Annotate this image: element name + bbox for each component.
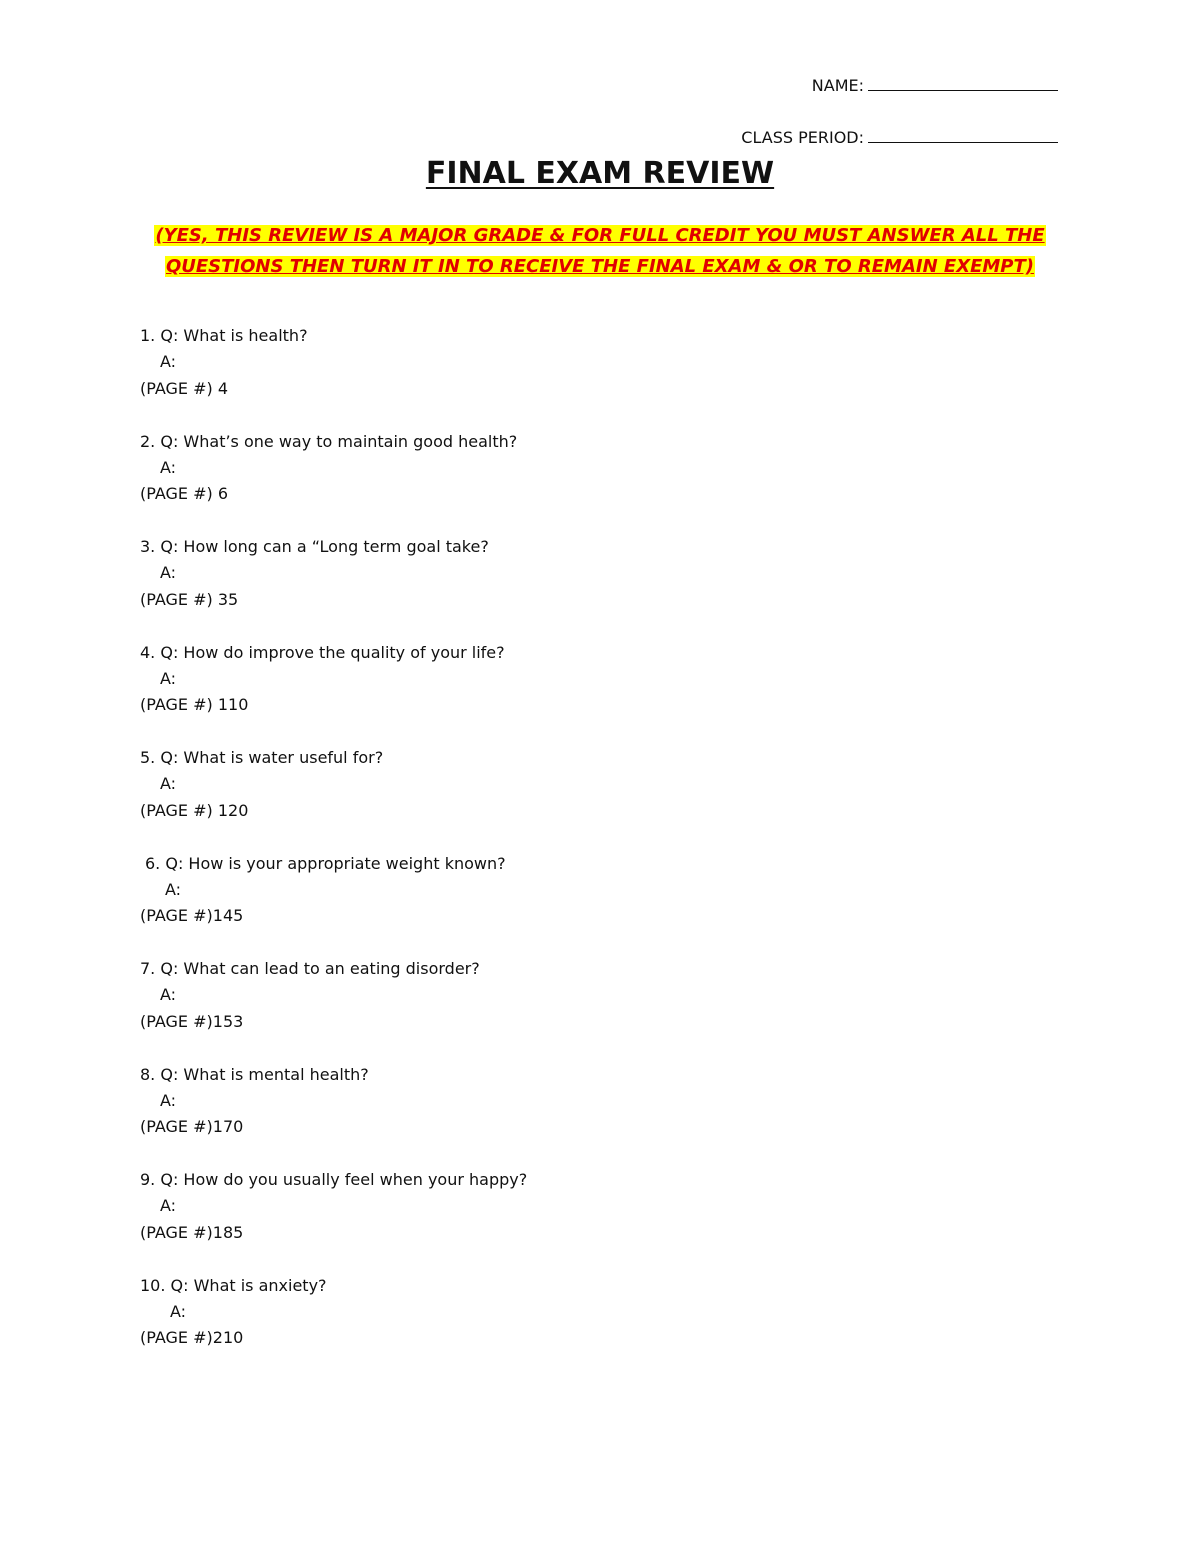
page-reference: (PAGE #) 110 [140,695,249,715]
question-item [140,323,1040,429]
question-list [140,323,1040,1378]
class-period-label: CLASS PERIOD: [741,128,864,147]
page-reference: (PAGE #)210 [140,1328,244,1348]
question-item [140,534,1040,640]
answer-label: A: [160,563,177,583]
question-text: 5. Q: What is water useful for? [140,748,384,767]
page-reference: (PAGE #)185 [140,1222,244,1242]
answer-label: A: [160,1090,177,1110]
answer-label: A: [160,985,177,1005]
answer-label: A: [165,879,182,899]
name-field [812,76,1058,95]
page-reference: (PAGE #) 35 [140,589,239,609]
question-text: 7. Q: What can lead to an eating disorder? [140,959,480,978]
question-item [140,851,1040,957]
question-text: 1. Q: What is health? [140,326,308,345]
class-period-field [741,128,1058,147]
question-text: 4. Q: How do improve the quality of your life? [140,642,505,662]
page-reference: (PAGE #) 4 [140,378,229,398]
name-label: NAME: [811,76,864,95]
question-text: 10. Q: What is anxiety? [140,1275,327,1295]
question-text: 6. Q: How is your appropriate weight known? [145,853,506,873]
question-text: 9. Q: How do you usually feel when your happy? [140,1170,528,1189]
question-text: 2. Q: What’s one way to maintain good health? [140,431,518,451]
answer-label: A: [170,1301,187,1321]
question-item [140,429,1040,535]
grading-notice [140,220,1060,282]
question-item [140,1062,1040,1168]
page-reference: (PAGE #) 6 [140,484,229,504]
question-item [140,1273,1040,1379]
page-reference: (PAGE #)153 [140,1011,244,1031]
page-reference: (PAGE #)145 [140,906,244,926]
class-period-blank-line[interactable] [868,128,1058,143]
page-title: FINAL EXAM REVIEW [425,156,775,191]
question-text: 3. Q: How long can a “Long term goal take? [140,537,489,556]
page-reference: (PAGE #) 120 [140,800,249,820]
question-item [140,745,1040,851]
notice-line-1: (YES, THIS REVIEW IS A MAJOR GRADE & FOR FULL CREDIT YOU MUST ANSWER ALL THE [155,225,1045,246]
answer-label: A: [160,668,177,688]
question-text: 8. Q: What is mental health? [140,1064,369,1084]
answer-label: A: [160,1196,177,1216]
notice-line-2: QUESTIONS THEN TURN IT IN TO RECEIVE THE FINAL EXAM & OR TO REMAIN EXEMPT) [165,256,1035,277]
answer-label: A: [160,457,177,477]
question-item [140,956,1040,1062]
name-blank-line[interactable] [868,76,1058,91]
question-item [140,640,1040,746]
answer-label: A: [160,774,177,794]
question-item [140,1167,1040,1273]
answer-label: A: [160,352,177,372]
page-reference: (PAGE #)170 [140,1117,244,1137]
